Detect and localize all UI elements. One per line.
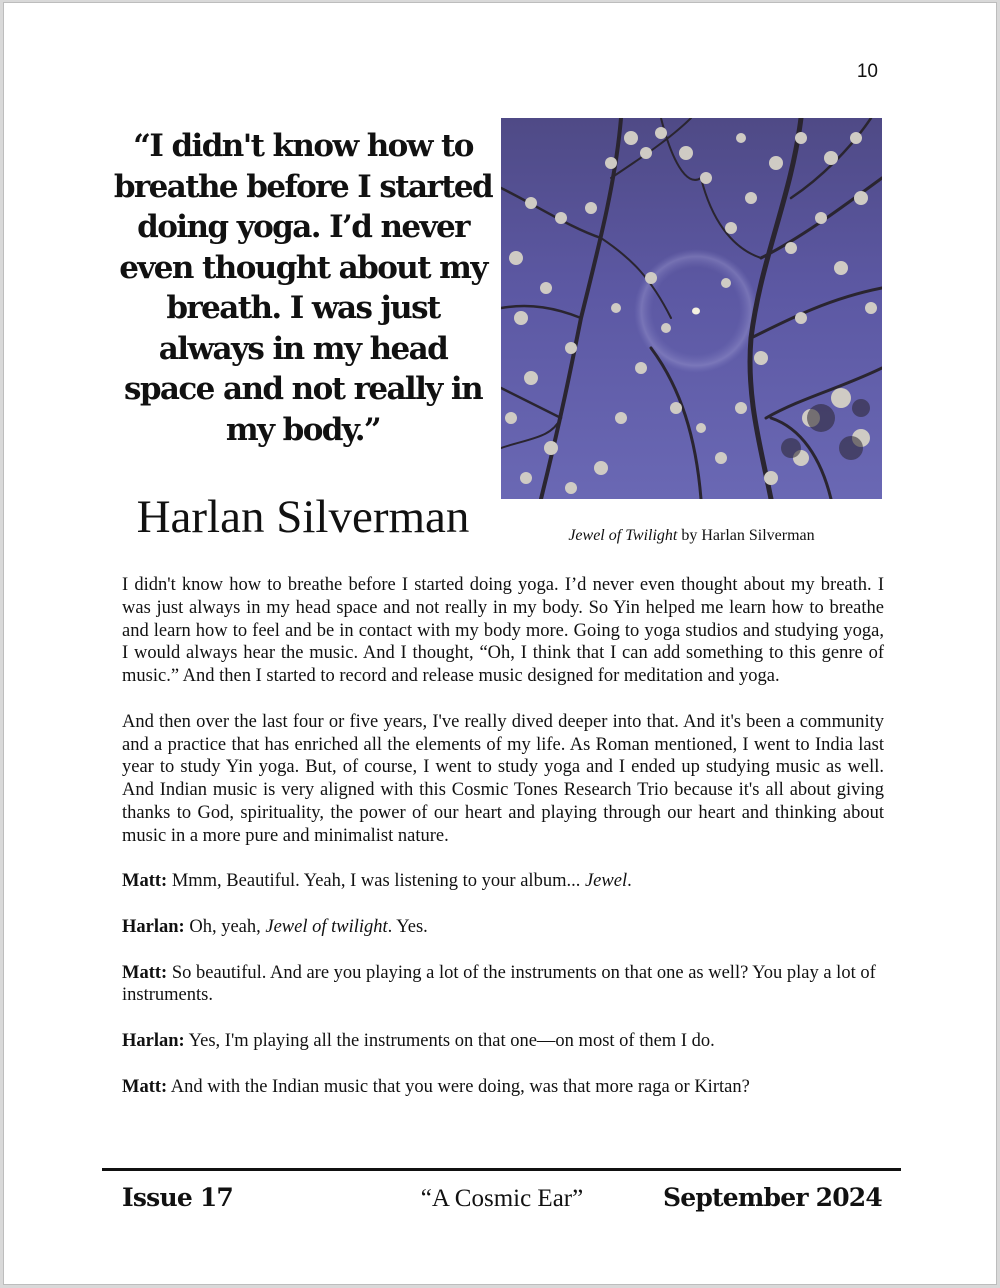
dialogue-speaker: Matt:	[122, 962, 168, 983]
page-footer	[122, 1183, 882, 1223]
dialogue-line: Harlan: Oh, yeah, Jewel of twilight. Yes.	[122, 916, 428, 937]
pull-quote: “I didn't know how to breathe before I started doing yoga. I’d never even thought about my breath. I was just always in my head space and not really in my body.”	[113, 128, 493, 448]
article-body	[122, 574, 884, 1121]
photo-caption	[501, 527, 882, 545]
page-number: 10	[856, 61, 878, 82]
dialogue-line: Matt: Mmm, Beautiful. Yeah, I was listening to your album... Jewel.	[122, 871, 632, 892]
dialogue-speaker: Harlan:	[122, 916, 185, 937]
dialogue-line: Matt: So beautiful. And are you playing a lot of the instruments on that one as well? You play a lot of instruments.	[122, 962, 876, 1006]
dialogue-speaker: Matt:	[122, 1076, 168, 1097]
dialogue-line: Matt: And with the Indian music that you were doing, was that more raga or Kirtan?	[122, 1076, 750, 1097]
speaker-name: Harlan Silverman	[136, 491, 470, 543]
footer-issue: Issue 17	[122, 1183, 234, 1212]
tree-blossom-illustration	[501, 118, 882, 499]
footer-title: “A Cosmic Ear”	[420, 1185, 584, 1212]
moon-icon	[692, 308, 700, 315]
dialogue-line: Harlan: Yes, I'm playing all the instruments on that one—on most of them I do.	[122, 1030, 715, 1051]
footer-date: September 2024	[663, 1183, 882, 1212]
caption-credit: by Harlan Silverman	[677, 527, 815, 544]
caption-title: Jewel of Twilight	[568, 527, 678, 544]
footer-divider	[102, 1168, 901, 1171]
album-cover-photo	[501, 118, 882, 499]
paragraph-2: And then over the last four or five years, I've really dived deeper into that. And it's been a community and a practice that has enriched all the elements of my life. As Roman mentioned, I went to India last year to study Yin yoga. But, of course, I went to study yoga and I ended up studying music as well. And Indian music is very aligned with this Cosmic Tones Research Trio because it's all about giving thanks to God, spirituality, the power of our heart and playing through our heart and thinking about music in a more pure and minimalist nature.	[122, 711, 884, 846]
dialogue-speaker: Matt:	[122, 871, 168, 892]
dialogue-speaker: Harlan:	[122, 1030, 185, 1051]
magazine-page	[3, 2, 997, 1285]
paragraph-1: I didn't know how to breathe before I started doing yoga. I’d never even thought about my breath. I was just always in my head space and not really in my body. So Yin helped me learn how to breathe and learn how to feel and be in contact with my body more. Going to yoga studios and studying yoga, I would always hear the music. And I thought, “Oh, I think that I can add something to this genre of music.” And then I started to record and release music designed for meditation and yoga.	[122, 575, 884, 687]
